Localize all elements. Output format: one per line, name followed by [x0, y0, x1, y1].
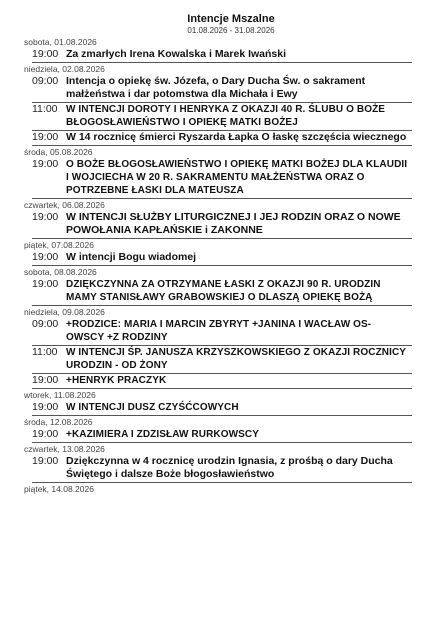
header: [32, 12, 430, 36]
mass-intention-row: [32, 318, 412, 346]
day-section: [22, 444, 430, 483]
mass-time: 09:00: [32, 75, 59, 87]
day-section: [22, 267, 430, 306]
day-section: [22, 417, 430, 443]
mass-time: 19:00: [32, 278, 59, 290]
intention-text: W INTENCJI SŁUŻBY LITURGICZNEJ I JEJ RODZIN ORAZ O NOWE POWOŁANIA KAPŁAŃSKIE i ZAKONNE: [66, 211, 401, 236]
mass-intention-row: [32, 211, 412, 239]
mass-time: 19:00: [32, 211, 59, 223]
day-list: [22, 37, 430, 495]
mass-intention-row: [32, 455, 412, 483]
mass-intention-row: [32, 75, 412, 103]
day-section: [22, 147, 430, 199]
day-label: sobota, 08.08.2026: [24, 267, 97, 277]
mass-intention-row: [32, 251, 412, 266]
mass-intention-row: [32, 428, 412, 443]
intention-text: W INTENCJI ŚP. JANUSZA KRZYSZKOWSKIEGO Z OKAZJI ROCZNICY URODZIN - OD ŻONY: [66, 347, 406, 371]
page-title: Intencje Mszalne: [187, 13, 275, 25]
mass-intention-row: [32, 401, 412, 416]
mass-time: 19:00: [32, 401, 59, 413]
day-section: [22, 64, 430, 146]
day-label: środa, 12.08.2026: [24, 417, 93, 427]
mass-time: 19:00: [32, 131, 59, 143]
mass-time: 19:00: [32, 251, 59, 263]
day-label: sobota, 01.08.2026: [24, 37, 97, 47]
mass-intention-row: [32, 278, 412, 306]
mass-time: 09:00: [32, 318, 59, 330]
mass-time: 11:00: [32, 103, 58, 115]
intention-text: Intencja o opiekę św. Józefa, o Dary Ducha Św. o sakrament małżeństwa i dar potomstwa dla Michała i Ewy: [66, 75, 366, 100]
intention-text: O BOŻE BŁOGOSŁAWIEŃSTWO I OPIEKĘ MATKI BOŻEJ DLA KLAUDII I WOJCIECHA W 20 R. SAKRAMENTU MAŁŻEŃSTWA ORAZ O POTRZEBNE ŁASKI DLA MATEUSZA: [66, 159, 408, 196]
mass-intention-row: [32, 158, 412, 199]
day-label: niedziela, 02.08.2026: [24, 64, 105, 74]
intention-text: +KAZIMIERA I ZDZISŁAW RURKOWSCY: [66, 429, 260, 440]
mass-intention-row: [32, 48, 412, 63]
intention-text: W INTENCJI DOROTY I HENRYKA Z OKAZJI 40 R. ŚLUBU O BOŻE BŁOGOSŁAWIEŃSTWO I OPIEKĘ MATKI BOŻEJ: [66, 104, 386, 128]
day-section: [22, 200, 430, 239]
mass-time: 19:00: [32, 158, 59, 170]
mass-time: 19:00: [32, 455, 59, 467]
intention-text: W INTENCJI DUSZ CZYŚĆCOWYCH: [66, 402, 239, 413]
intention-text: +HENRYK PRACZYK: [66, 375, 167, 386]
mass-time: 19:00: [32, 428, 59, 440]
day-section: [22, 240, 430, 266]
day-label: czwartek, 13.08.2026: [24, 444, 105, 454]
intention-text: W 14 rocznicę śmierci Ryszarda Łapka O łaskę szczęścia wiecznego: [66, 131, 407, 143]
intention-text: Za zmarłych Irena Kowalska i Marek Iwański: [66, 48, 287, 60]
intention-text: DZIĘKCZYNNA ZA OTRZYMANE ŁASKI Z OKAZJI 90 R. URODZIN MAMY STANISŁAWY GRABOWSKIEJ O DLASZĄ OPIEKĘ BOŻĄ: [66, 279, 381, 303]
mass-time: 19:00: [32, 374, 59, 386]
date-range: 01.08.2026 - 31.08.2026: [187, 26, 275, 35]
day-label: czwartek, 06.08.2026: [24, 200, 105, 210]
day-section: [22, 390, 430, 416]
mass-time: 19:00: [32, 48, 59, 60]
day-section: [22, 307, 430, 389]
intention-text: Dziękczynna w 4 rocznicę urodzin Ignasia, z prośbą o dary Ducha Świętego i dalsze Boże błogosławieństwo: [66, 455, 393, 480]
mass-intention-row: [32, 103, 412, 131]
mass-time: 11:00: [32, 346, 58, 358]
day-label: środa, 05.08.2026: [24, 147, 93, 157]
mass-intention-row: [32, 374, 412, 389]
intention-text: +RODZICE: MARIA I MARCIN ZBYRYT +JANINA I WACŁAW OS- OWSCY +Z RODZINY: [66, 319, 372, 343]
intention-text: W intencji Bogu wiadomej: [66, 251, 197, 263]
day-label: wtorek, 11.08.2026: [24, 390, 96, 400]
day-section: [22, 37, 430, 63]
mass-intention-row: [32, 346, 412, 374]
day-label: piątek, 07.08.2026: [24, 240, 94, 250]
mass-intention-row: [32, 131, 412, 146]
day-label: niedziela, 09.08.2026: [24, 307, 105, 317]
day-label: piątek, 14.08.2026: [24, 484, 94, 494]
day-section: [22, 484, 430, 495]
